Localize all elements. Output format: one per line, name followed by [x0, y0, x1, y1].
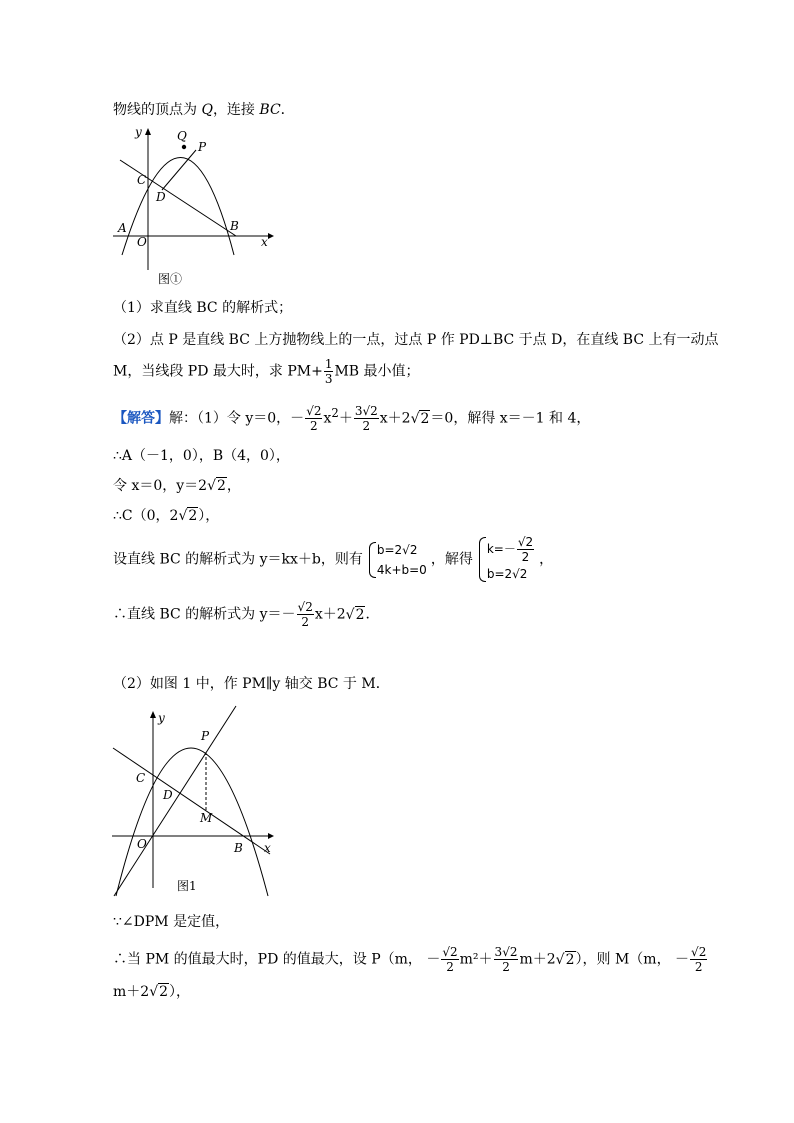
figure-2-diagram	[110, 700, 280, 900]
label-x: x	[261, 235, 268, 249]
fraction-one-third: $\frac{1}{3}$	[324, 357, 333, 386]
solution-line-4: ∴C（0，2√2），	[113, 508, 220, 524]
label-m: M	[200, 811, 213, 825]
question-2-line-2: M，当线段 PD 最大时，求 PM+ $\frac{1}{3}$ MB 最小值；	[113, 357, 420, 386]
label-d: D	[163, 788, 173, 802]
label-p: P	[198, 140, 207, 154]
solution-line-3: 令 x＝0，y＝2√2，	[113, 478, 241, 494]
label-p: P	[201, 729, 210, 743]
figure-1-caption: 图①	[158, 272, 183, 286]
part-2-line-2: ∵∠DPM 是定值，	[113, 914, 230, 930]
segment-pd	[162, 150, 196, 190]
equation-system-1: b=2√2 4k+b=0	[367, 540, 427, 580]
answer-tag: 【解答】	[113, 410, 169, 427]
label-b: B	[230, 219, 239, 233]
part-2-line-3: ∴当 PM 的值最大时，PD 的值最大，设 P（m， － $\frac{√2}{2}$ m²＋ $\frac{3√2}{2}$ m＋2√2），则 M（m， － $\frac{√2}{2}$	[113, 945, 707, 974]
label-o: O	[137, 837, 147, 851]
part-2-line-4: m＋2√2），	[113, 984, 191, 1000]
x-axis-arrow	[268, 233, 274, 239]
y-axis-arrow	[150, 711, 156, 718]
equation-system-2: k=－ $\frac{√2}{2}$ b=2√2	[477, 535, 535, 584]
question-1: （1）求直线 BC 的解析式；	[113, 300, 293, 316]
figure-2-caption: 图1	[177, 879, 197, 893]
label-o: O	[137, 235, 147, 249]
line-through-p	[114, 706, 236, 896]
label-c: C	[137, 173, 147, 187]
vertex-point-q	[182, 145, 186, 149]
part-2-line-1: （2）如图 1 中，作 PM∥y 轴交 BC 于 M．	[113, 676, 390, 692]
label-a: A	[118, 221, 127, 235]
label-q: Q	[177, 129, 187, 143]
solution-line-6: ∴直线 BC 的解析式为 y＝－ $\frac{√2}{2}$ x＋2√2．	[113, 600, 380, 629]
y-axis-arrow	[145, 128, 151, 135]
solution-line-5: 设直线 BC 的解析式为 y＝kx＋b，则有 b=2√2 4k+b=0 ，解得 k=－ $\frac{√2}{2}$ b=2√2 ，	[113, 535, 553, 584]
question-2-line-1: （2）点 P 是直线 BC 上方抛物线上的一点，过点 P 作 PD⊥BC 于点 D，在直线 BC 上有一动点	[113, 332, 719, 348]
label-y: y	[135, 125, 142, 139]
solution-line-2: ∴A（－1，0），B（4，0），	[113, 448, 290, 464]
label-x: x	[264, 841, 271, 855]
label-c: C	[136, 771, 146, 785]
solution-line-1: 【解答】解：（1）令 y＝0，－ $\frac{√2}{2}$ $x^2+$ $\frac{3√2}{2}$ x＋2√2＝0，解得 x＝－1 和 4，	[113, 404, 591, 434]
x-axis-arrow	[268, 833, 274, 839]
label-d: D	[156, 190, 166, 204]
label-b: B	[234, 841, 243, 855]
intro-line: 物线的顶点为 Q，连接 BC．	[113, 102, 295, 118]
label-y: y	[158, 711, 165, 725]
figure-1-diagram	[108, 120, 278, 290]
